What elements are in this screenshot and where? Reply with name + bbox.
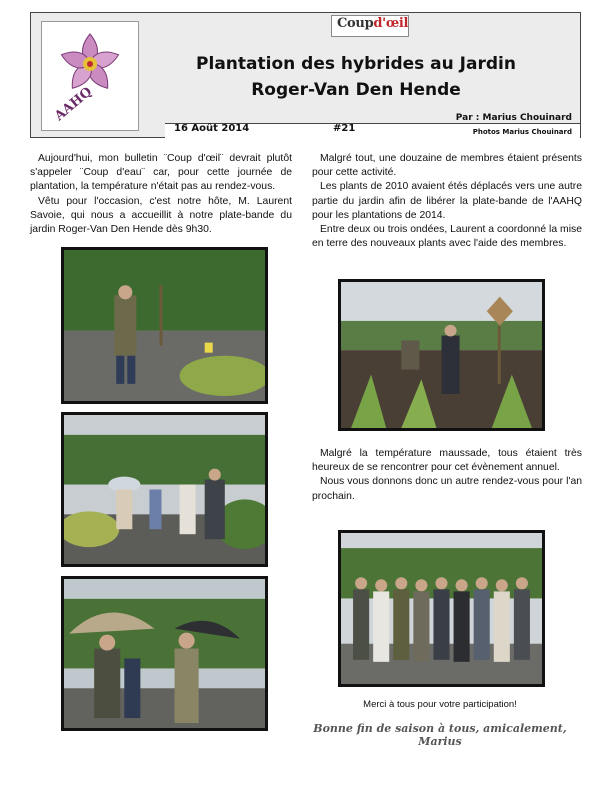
newsletter-header <box>30 12 581 138</box>
brand-part2: d'œil <box>373 16 409 31</box>
right-paragraph-3: Entre deux ou trois ondées, Laurent a coordonné la mise en terre des nouveaux plants avec l'aide des membres. <box>312 224 582 250</box>
left-column-text <box>30 152 292 237</box>
right-column-text-top <box>312 152 582 251</box>
brand-part1: Coup <box>337 16 374 31</box>
photo-planting-work <box>338 279 545 431</box>
page-title <box>151 51 561 103</box>
logo-text: AAHQ <box>52 84 96 125</box>
title-line-2: Roger-Van Den Hende <box>251 80 461 100</box>
author: Par : Marius Chouinard <box>455 113 572 123</box>
photos-credit: Photos Marius Chouinard <box>472 128 572 136</box>
left-paragraph-1: Aujourd'hui, mon bulletin ¨Coup d'œil¨ devrait plutôt s'appeler ¨Coup d'eau¨ car, pour cette journée de plantation, la température n'était pas au rendez-vous. <box>30 153 292 193</box>
title-line-1: Plantation des hybrides au Jardin <box>196 54 516 74</box>
issue-date: 16 Août 2014 <box>174 123 250 134</box>
photo-members-under-umbrellas <box>61 576 268 731</box>
photo-host-in-garden <box>61 247 268 404</box>
thanks-message: Merci à tous pour votre participation! <box>363 699 517 710</box>
right-paragraph-5: Nous vous donnons donc un autre rendez-vous pour l'an prochain. <box>312 476 582 502</box>
photo-members-umbrellas <box>61 412 268 567</box>
brand-wordmark <box>337 16 408 31</box>
right-column-text-bottom <box>312 447 582 504</box>
right-paragraph-4: Malgré la température maussade, tous étaient très heureux de se rencontrer pour cet évènement annuel. <box>312 448 582 474</box>
right-paragraph-2: Les plants de 2010 avaient étés déplacés vers une autre partie du jardin afin de libérer la plate-bande de l'AAHQ pour les plantations de 2014. <box>312 181 582 221</box>
right-paragraph-1: Malgré tout, une douzaine de membres étaient présents pour cette activité. <box>312 153 582 179</box>
left-paragraph-2: Vêtu pour l'occasion, c'est notre hôte, M. Laurent Savoie, qui nous a accueillit à notre plate-bande du jardin Roger-Van Den Hende dès 9h30. <box>30 195 292 236</box>
aahq-logo <box>41 21 139 131</box>
signature: Bonne fin de saison à tous, amicalement, Marius <box>313 722 567 748</box>
issue-number: #21 <box>333 123 356 134</box>
photo-group-portrait <box>338 530 545 687</box>
